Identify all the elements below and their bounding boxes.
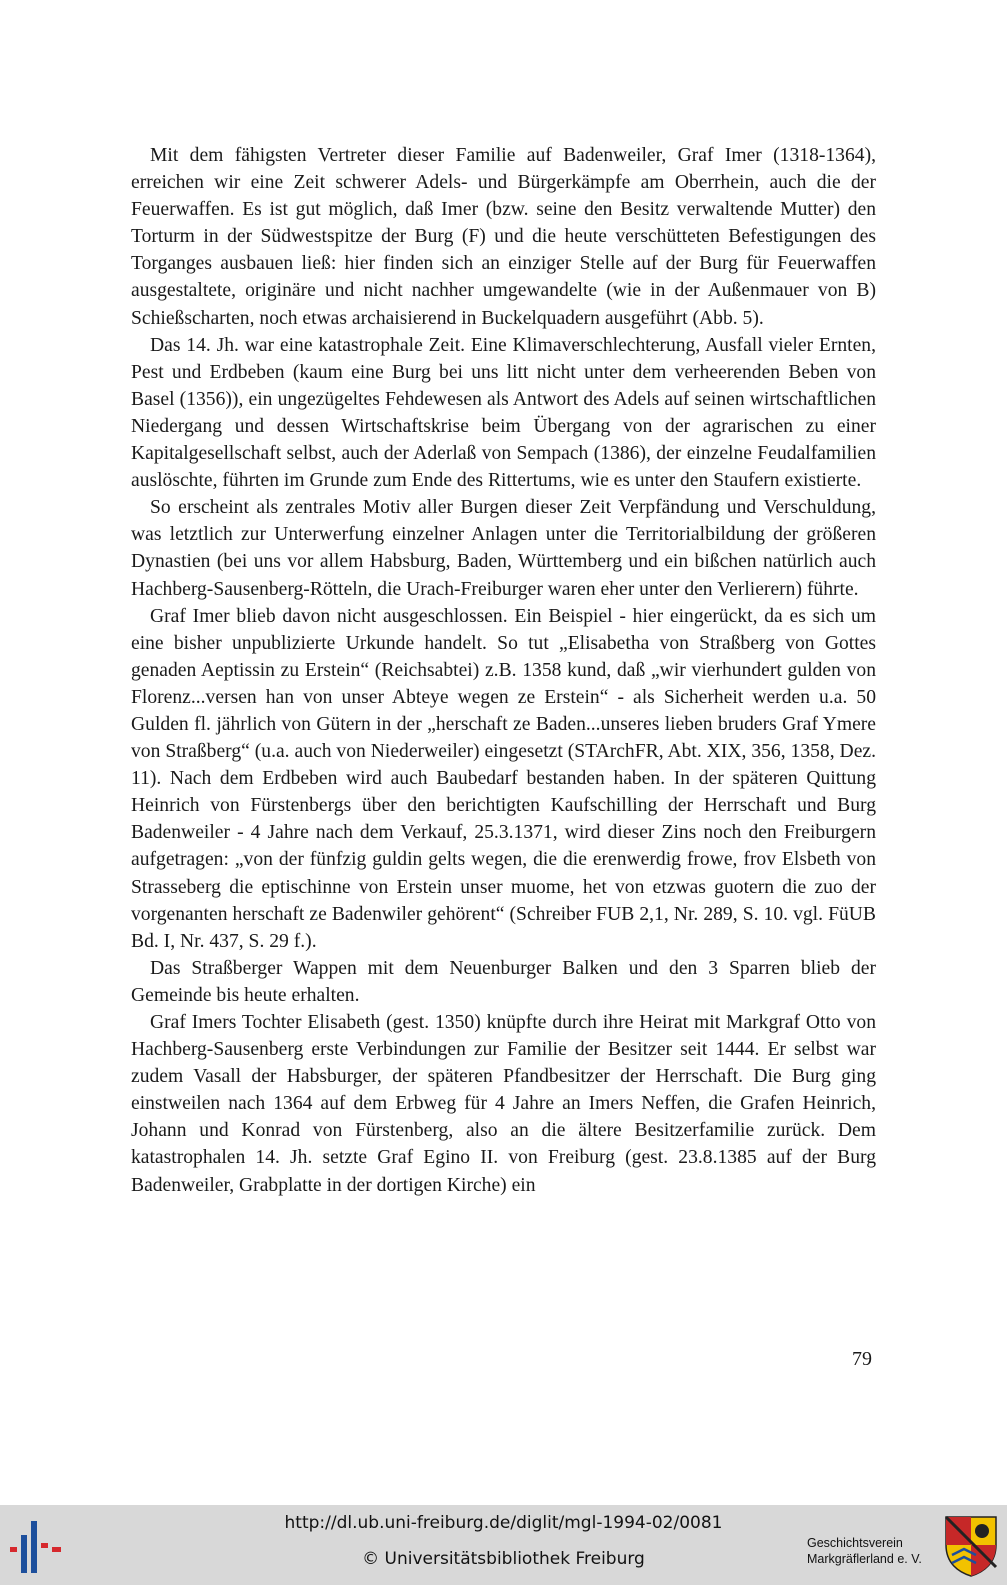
paragraph-4: Graf Imer blieb davon nicht ausgeschlossen. Ein Beispiel - hier eingerückt, da es sich um eine bisher unpublizierte Urkunde handelt. So tut „Elisabetha von Straßberg von Gottes genaden Aeptissin zu Erstein“ (Reichsabtei) z.B. 1358 kund, daß „wir vierhundert gulden von Florenz...versen han von unser Abteye wegen ze Erstein“ - als Sicherheit werden u.a. 50 Gulden fl. jährlich von Gütern in der „herschaft ze Baden...unseres lieben bruders Graf Ymere von Straßberg“ (u.a. auch von Niederweiler) eingesetzt (STArchFR, Abt. XIX, 356, 1358, Dez. 11). Nach dem Erdbeben wird auch Baubedarf bestanden haben. In der späteren Quittung Heinrich von Fürstenbergs über den berichtigten Kaufschilling der Herrschaft und Burg Badenweiler - 4 Jahre nach dem Verkauf, 25.3.1371, wird dieser Zins noch den Freiburgern aufgetragen: „von der fünfzig guldin gelts wegen, die die erenwerdig frowe, frov Elsbeth von Strasseberg die eptischinne von Erstein unser muome, het von etzwas guotern die zuo der vorgenanten herschaft ze Badenwiler gehörent“ (Schreiber FUB 2,1, Nr. 289, S. 10. vgl. FüUB Bd. I, Nr. 437, S. 29 f.). bbox=[131, 605, 876, 952]
page-number: 79 bbox=[852, 1348, 872, 1370]
markgraeflerland-crest-icon bbox=[944, 1515, 998, 1577]
paragraph-5: Das Straßberger Wappen mit dem Neuenburger Balken und den 3 Sparren blieb der Gemeinde bis heute erhalten. bbox=[131, 957, 876, 1006]
footer-bar bbox=[0, 1505, 1007, 1585]
paragraph-1: Mit dem fähigsten Vertreter dieser Familie auf Badenweiler, Graf Imer (1318-1364), erreichen wir eine Zeit schwerer Adels- und Bürgerkämpfe am Oberrhein, auch die der Feuerwaffen. Es ist gut möglich, daß Imer (bzw. seine den Besitz verwaltende Mutter) den Torturm in der Südwestspitze der Burg (F) und die heute verschütteten Befestigungen des Torganges ausbauen ließ: hier finden sich an einziger Stelle auf der Burg für Feuerwaffen ausgestaltete, originäre und nicht nachher umgewandelte (wie in der Außenmauer von B) Schießscharten, noch etwas archaisierend in Buckelquadern ausgeführt (Abb. 5). bbox=[131, 145, 876, 329]
body-text bbox=[131, 142, 876, 1199]
paragraph-6: Graf Imers Tochter Elisabeth (gest. 1350) knüpfte durch ihre Heirat mit Markgraf Otto von Hachberg-Sausenberg erste Verbindungen zur Familie der Besitzer seit 1444. Er selbst war zudem Vasall der Habsburger, der späteren Pfandbesitzer der Herrschaft. Die Burg ging einstweilen nach 1364 auf dem Erbweg für 4 Jahre an Imers Neffen, die Grafen Heinrich, Johann und Konrad von Fürstenberg, also an die ältere Besitzerfamilie zurück. Dem katastrophalen 14. Jh. setzte Graf Egino II. von Freiburg (gest. 23.8.1385 auf der Burg Badenweiler, Grabplatte in der dortigen Kirche) ein bbox=[131, 1012, 876, 1196]
paragraph-2: Das 14. Jh. war eine katastrophale Zeit. Eine Klimaverschlechterung, Ausfall vieler Ernten, Pest und Erdbeben (kaum eine Burg bei uns litt nicht unter dem verheerenden Beben von Basel (1356)), ein ungezügeltes Fehdewesen als Antwort des Adels auf seinen wirtschaftlichen Niedergang und dessen Wirtschaftskrise beim Übergang von der agrarischen zu einer Kapitalgesellschaft selbst, auch der Aderlaß von Sempach (1386), der einzelne Feudalfamilien auslöschte, führten im Grunde zum Ende des Rittertums, wie es unter den Staufern existierte. bbox=[131, 334, 876, 492]
paragraph-3: So erscheint als zentrales Motiv aller Burgen dieser Zeit Verpfändung und Verschuldung, was letztlich zur Unterwerfung einzelner Anlagen unter die Territorialbildung der größeren Dynastien (bei uns vor allem Habsburg, Baden, Württemberg und ein bißchen natürlich auch Hachberg-Sausenberg-Rötteln, die Urach-Freiburger waren eher unter den Verlierern) führte. bbox=[131, 497, 876, 600]
footer-society-name bbox=[807, 1535, 947, 1567]
footer-url-link[interactable]: http://dl.ub.uni-freiburg.de/diglit/mgl-1994-02/0081 bbox=[284, 1513, 723, 1533]
footer-copyright: © Universitätsbibliothek Freiburg bbox=[362, 1549, 645, 1569]
society-name-line-1: Geschichtsverein bbox=[807, 1536, 903, 1550]
society-name-line-2: Markgräflerland e. V. bbox=[807, 1552, 922, 1566]
